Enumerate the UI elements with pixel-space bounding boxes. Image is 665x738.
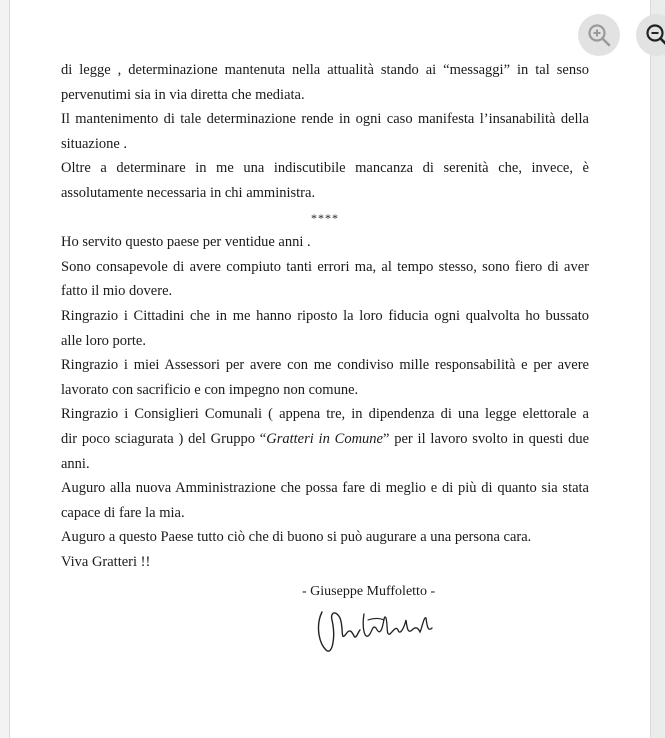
text-line: Auguro a questo Paese tutto ciò che di buono si può augurare a una persona cara. — [61, 529, 532, 546]
text-line: Ringrazio i Cittadini che in me hanno riposto la loro fiducia ogni qualvolta ho bussato — [61, 307, 589, 324]
text-line: capace di fare la mia. — [61, 504, 185, 521]
zoom-in-magnifier-icon — [586, 22, 612, 48]
text-line: lavorato con sacrificio e con impegno non comune. — [61, 381, 359, 398]
text-line: Ho servito questo paese per ventidue anni . — [61, 234, 311, 251]
text-line: assolutamente necessaria in chi amministra. — [61, 184, 316, 201]
scrollbar-track[interactable] — [651, 0, 665, 738]
handwritten-signature — [310, 598, 440, 660]
signature-name: - Giuseppe Muffoletto - — [302, 584, 436, 599]
document-page — [9, 0, 651, 738]
letter-body — [61, 58, 589, 574]
zoom-out-magnifier-icon — [644, 22, 665, 48]
text-line: pervenutimi sia in via diretta che mediata. — [61, 86, 305, 103]
text-line: anni. — [61, 455, 90, 472]
text-line: fatto il mio dovere. — [61, 283, 173, 300]
text-line — [61, 427, 589, 452]
text-line: Auguro alla nuova Amministrazione che possa fare di meglio e di più di quanto sia stata — [61, 480, 589, 497]
text-segment: ” per il lavoro svolto in questi due — [382, 430, 589, 447]
section-separator: **** — [311, 210, 339, 225]
text-line: Ringrazio i Consiglieri Comunali ( appena tre, in dipendenza di una legge elettorale a — [61, 406, 589, 423]
group-name-italic: Gratteri in Comune — [266, 430, 383, 447]
text-line: di legge , determinazione mantenuta nella attualità stando ai “messaggi” in tal senso — [61, 62, 589, 78]
signature-block — [302, 584, 472, 674]
text-line: Oltre a determinare in me una indiscutibile mancanza di serenità che, invece, è — [61, 160, 589, 177]
text-line: alle loro porte. — [61, 332, 146, 349]
zoom-in-button[interactable] — [578, 14, 620, 56]
text-line: Ringrazio i miei Assessori per avere con me condiviso mille responsabilità e per avere — [61, 357, 589, 374]
text-line: Viva Gratteri !! — [61, 553, 151, 570]
text-line: Sono consapevole di avere compiuto tanti errori ma, al tempo stesso, sono fiero di aver — [61, 258, 589, 275]
text-line: Il mantenimento di tale determinazione rende in ogni caso manifesta l’insanabilità della — [61, 111, 589, 128]
text-line: situazione . — [61, 135, 128, 152]
text-segment: dir poco sciagurata ) del Gruppo “ — [61, 430, 267, 447]
